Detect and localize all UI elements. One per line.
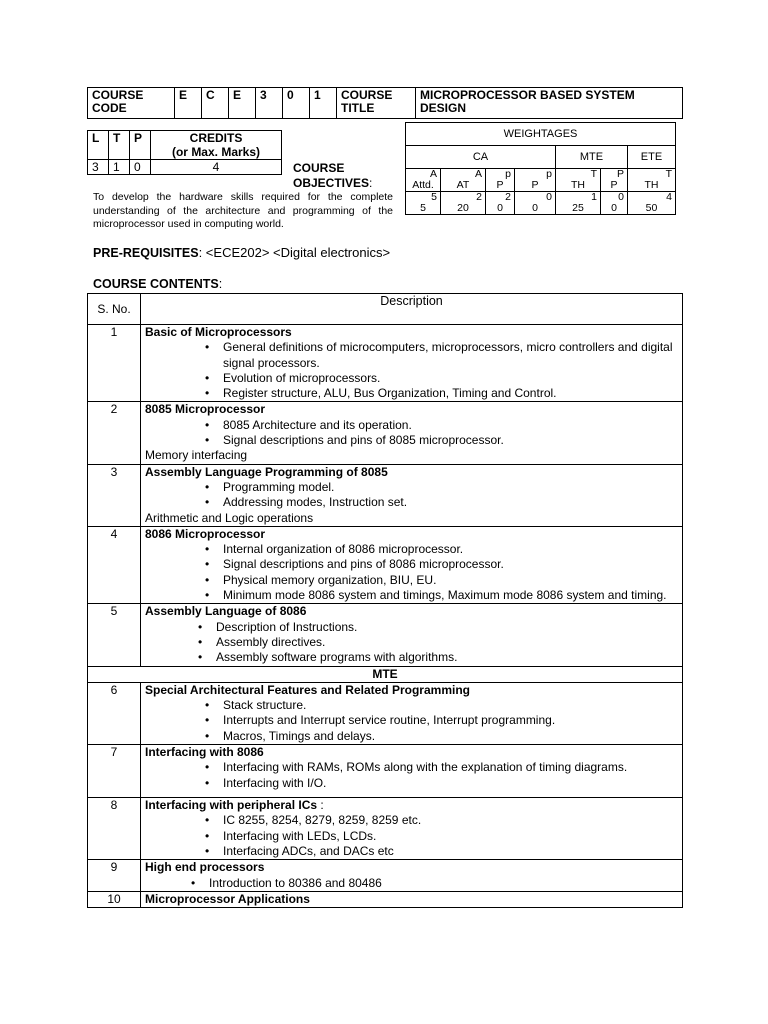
list-item: • Interfacing with LEDs, LCDs.: [205, 829, 678, 844]
unit-description: [141, 325, 683, 402]
weightages-title: WEIGHTAGES: [406, 123, 676, 146]
credits-header-l: L: [88, 131, 109, 160]
credits-header-t: T: [109, 131, 130, 160]
table-row: [88, 682, 683, 744]
weightage-col-header: p P: [486, 169, 515, 192]
list-item: • Interrupts and Interrupt service routine, Interrupt programming.: [205, 713, 678, 728]
unit-title: Interfacing with 8086: [145, 745, 264, 760]
credits-header-p: P: [130, 131, 151, 160]
unit-extra: Arithmetic and Logic operations: [145, 510, 314, 525]
unit-description: [141, 402, 683, 464]
unit-topics: [145, 620, 678, 666]
unit-description: [141, 798, 683, 860]
unit-title: Assembly Language of 8086: [145, 604, 307, 619]
table-row: [88, 745, 683, 798]
course-title: MICROPROCESSOR BASED SYSTEM DESIGN: [416, 88, 683, 119]
weightage-group-mte: MTE: [556, 146, 628, 169]
prerequisites-label: PRE-REQUISITES: [93, 246, 199, 260]
unit-description: [141, 745, 683, 798]
list-item: • Addressing modes, Instruction set.: [205, 495, 678, 510]
weightages-table: [405, 122, 676, 215]
unit-topics: [145, 340, 678, 401]
list-item: • 8085 Architecture and its operation.: [205, 418, 678, 433]
unit-number: 2: [88, 402, 141, 464]
credits-value: 4: [151, 160, 282, 175]
mte-divider: MTE: [88, 666, 683, 682]
weightage-value: 2 0: [486, 192, 515, 215]
table-row: [88, 464, 683, 526]
unit-description: [141, 891, 683, 907]
unit-number: 6: [88, 682, 141, 744]
list-item: • Evolution of microprocessors.: [205, 371, 678, 386]
course-objectives-heading: [293, 161, 373, 191]
table-row: [88, 604, 683, 666]
course-contents-table: [87, 293, 683, 908]
course-code-label: COURSE CODE: [88, 88, 175, 119]
weightage-col-header: p P: [515, 169, 556, 192]
course-code-char: C: [202, 88, 229, 119]
list-item: • Assembly software programs with algorithms.: [198, 650, 678, 665]
table-row: [88, 798, 683, 860]
unit-description: [141, 464, 683, 526]
table-row: [88, 666, 683, 682]
course-title-label: COURSE TITLE: [337, 88, 416, 119]
weightage-col-header: A Attd.: [406, 169, 441, 192]
credits-header-sub: (or Max. Marks): [171, 145, 261, 159]
table-row: [88, 402, 683, 464]
column-header-sno: S. No.: [88, 294, 141, 325]
prerequisites: [93, 245, 390, 260]
unit-topics: [145, 418, 678, 449]
unit-topics: [145, 542, 678, 603]
unit-description: [141, 682, 683, 744]
credits-header-title: CREDITS: [189, 131, 243, 145]
column-header-description: Description: [141, 294, 683, 325]
unit-number: 4: [88, 526, 141, 603]
unit-topics: [145, 480, 678, 511]
weightage-value: 5 5: [406, 192, 441, 215]
unit-topics: [145, 876, 678, 891]
list-item: • Programming model.: [205, 480, 678, 495]
unit-topics: [145, 760, 678, 791]
list-item: • Signal descriptions and pins of 8085 microprocessor.: [205, 433, 678, 448]
unit-title: Special Architectural Features and Related Programming: [145, 682, 470, 697]
list-item: • Stack structure.: [205, 698, 678, 713]
unit-title: Assembly Language Programming of 8085: [145, 464, 388, 479]
course-code-char: E: [175, 88, 202, 119]
unit-title: 8085 Microprocessor: [145, 402, 266, 417]
weightage-value: 2 20: [441, 192, 486, 215]
list-item: • Register structure, ALU, Bus Organization, Timing and Control.: [205, 386, 678, 401]
list-item: • Minimum mode 8086 system and timings, Maximum mode 8086 system and timing.: [205, 588, 678, 603]
list-item: • Interfacing ADCs, and DACs etc: [205, 844, 678, 859]
weightage-value: 4 50: [628, 192, 676, 215]
credits-table: [87, 130, 282, 175]
list-item: • Assembly directives.: [198, 635, 678, 650]
table-row: [88, 526, 683, 603]
list-item: • Signal descriptions and pins of 8086 microprocessor.: [205, 557, 678, 572]
credits-value-t: 1: [109, 160, 130, 175]
list-item: • Internal organization of 8086 microprocessor.: [205, 542, 678, 557]
list-item: • Macros, Timings and delays.: [205, 729, 678, 744]
unit-title: Microprocessor Applications: [145, 891, 310, 906]
unit-description: [141, 604, 683, 666]
unit-description: [141, 526, 683, 603]
table-row: [88, 860, 683, 892]
course-code-char: 1: [310, 88, 337, 119]
list-item: • Interfacing with I/O.: [205, 776, 678, 791]
weightage-col-header: T TH: [556, 169, 601, 192]
prerequisites-value: : <ECE202> <Digital electronics>: [198, 245, 391, 260]
unit-topics: [145, 698, 678, 744]
table-row: [88, 325, 683, 402]
weightage-col-header: T TH: [628, 169, 676, 192]
unit-number: 10: [88, 891, 141, 907]
list-item: • IC 8255, 8254, 8279, 8259, 8259 etc.: [205, 813, 678, 828]
course-objectives-text: To develop the hardware skills required for the complete understanding of the architecture and programming of the microprocessor used in computing world.: [93, 191, 393, 230]
unit-number: 8: [88, 798, 141, 860]
course-contents-heading: COURSE CONTENTS:: [93, 277, 223, 291]
weightage-col-header: P P: [601, 169, 628, 192]
weightage-value: 1 25: [556, 192, 601, 215]
unit-number: 1: [88, 325, 141, 402]
unit-number: 9: [88, 860, 141, 892]
list-item: • Interfacing with RAMs, ROMs along with the explanation of timing diagrams.: [205, 760, 678, 775]
weightage-value: 0 0: [515, 192, 556, 215]
unit-description: [141, 860, 683, 892]
unit-topics: [145, 813, 678, 859]
weightage-group-ete: ETE: [628, 146, 676, 169]
credits-value-l: 3: [88, 160, 109, 175]
unit-title: 8086 Microprocessor: [145, 526, 266, 541]
list-item: • Physical memory organization, BIU, EU.: [205, 573, 678, 588]
credits-header: [151, 131, 282, 160]
course-code-char: 0: [283, 88, 310, 119]
unit-number: 3: [88, 464, 141, 526]
course-code-char: 3: [256, 88, 283, 119]
unit-title: High end processors: [145, 860, 265, 875]
unit-title: Interfacing with peripheral ICs :: [145, 798, 324, 813]
course-code-char: E: [229, 88, 256, 119]
course-code-table: [87, 87, 683, 119]
weightage-col-header: A AT: [441, 169, 486, 192]
list-item: • General definitions of microcomputers, microprocessors, micro controllers and digital signal processors.: [205, 340, 678, 371]
weightage-group-ca: CA: [406, 146, 556, 169]
list-item: • Description of Instructions.: [198, 620, 678, 635]
list-item: • Introduction to 80386 and 80486: [191, 876, 678, 891]
unit-number: 5: [88, 604, 141, 666]
course-objectives-label: COURSE OBJECTIVES:: [293, 161, 373, 190]
weightage-value: 0 0: [601, 192, 628, 215]
unit-extra: Memory interfacing: [145, 448, 248, 463]
unit-number: 7: [88, 745, 141, 798]
unit-title: Basic of Microprocessors: [145, 325, 292, 339]
credits-value-p: 0: [130, 160, 151, 175]
table-row: [88, 891, 683, 907]
